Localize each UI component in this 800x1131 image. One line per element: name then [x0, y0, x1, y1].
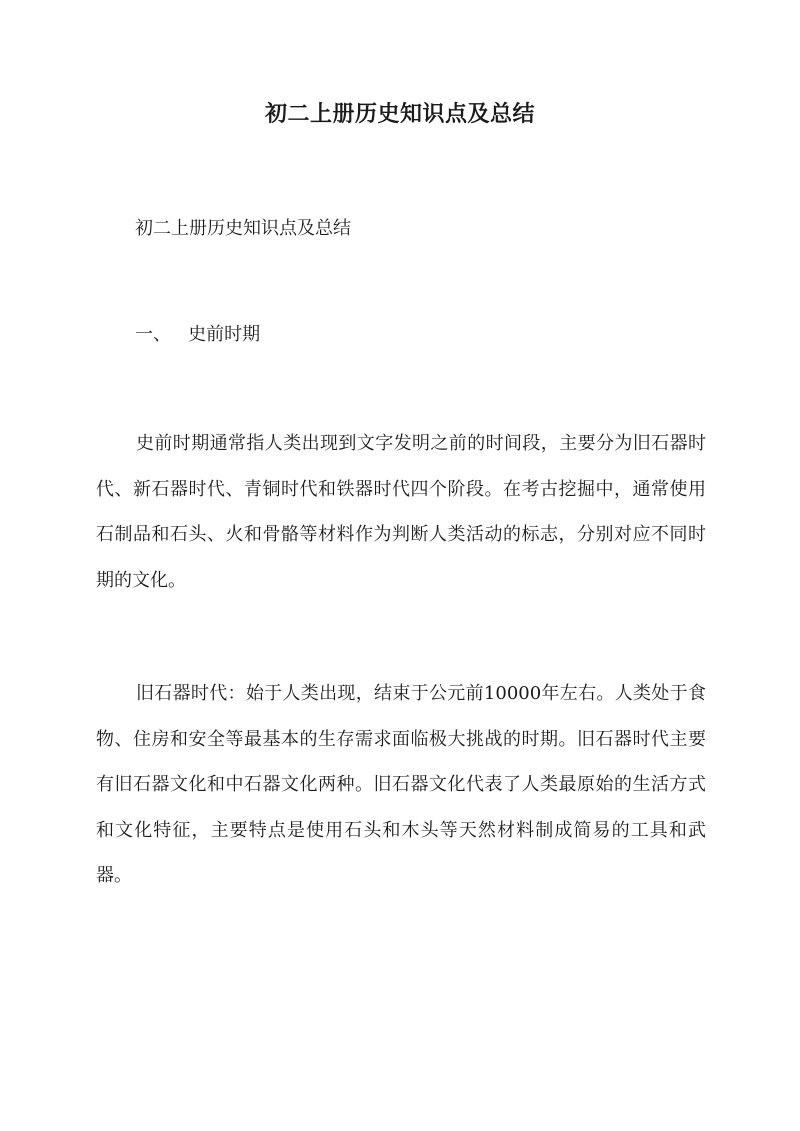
section-number: 一、 [135, 324, 171, 345]
section-heading [135, 320, 260, 350]
section-title: 史前时期 [188, 324, 261, 345]
page-title: 初二上册历史知识点及总结 [264, 101, 535, 127]
paragraph-paleolithic-age: 旧石器时代：始于人类出现，结束于公元前10000年左右。人类处于食物、住房和安全等最基本的生存需求面临极大挑战的时期。旧石器时代主要有旧石器文化和中石器文化两种。旧石器文化代表了人类最原始的生活方式和文化特征，主要特点是使用石头和木头等天然材料制成简易的工具和武器。 [96, 683, 706, 886]
paragraph-prehistoric-overview: 史前时期通常指人类出现到文字发明之前的时间段，主要分为旧石器时代、新石器时代、青铜时代和铁器时代四个阶段。在考古挖掘中，通常使用石制品和石头、火和骨骼等材料作为判断人类活动的标志，分别对应不同时期的文化。 [96, 433, 706, 591]
document-subtitle: 初二上册历史知识点及总结 [135, 218, 351, 239]
